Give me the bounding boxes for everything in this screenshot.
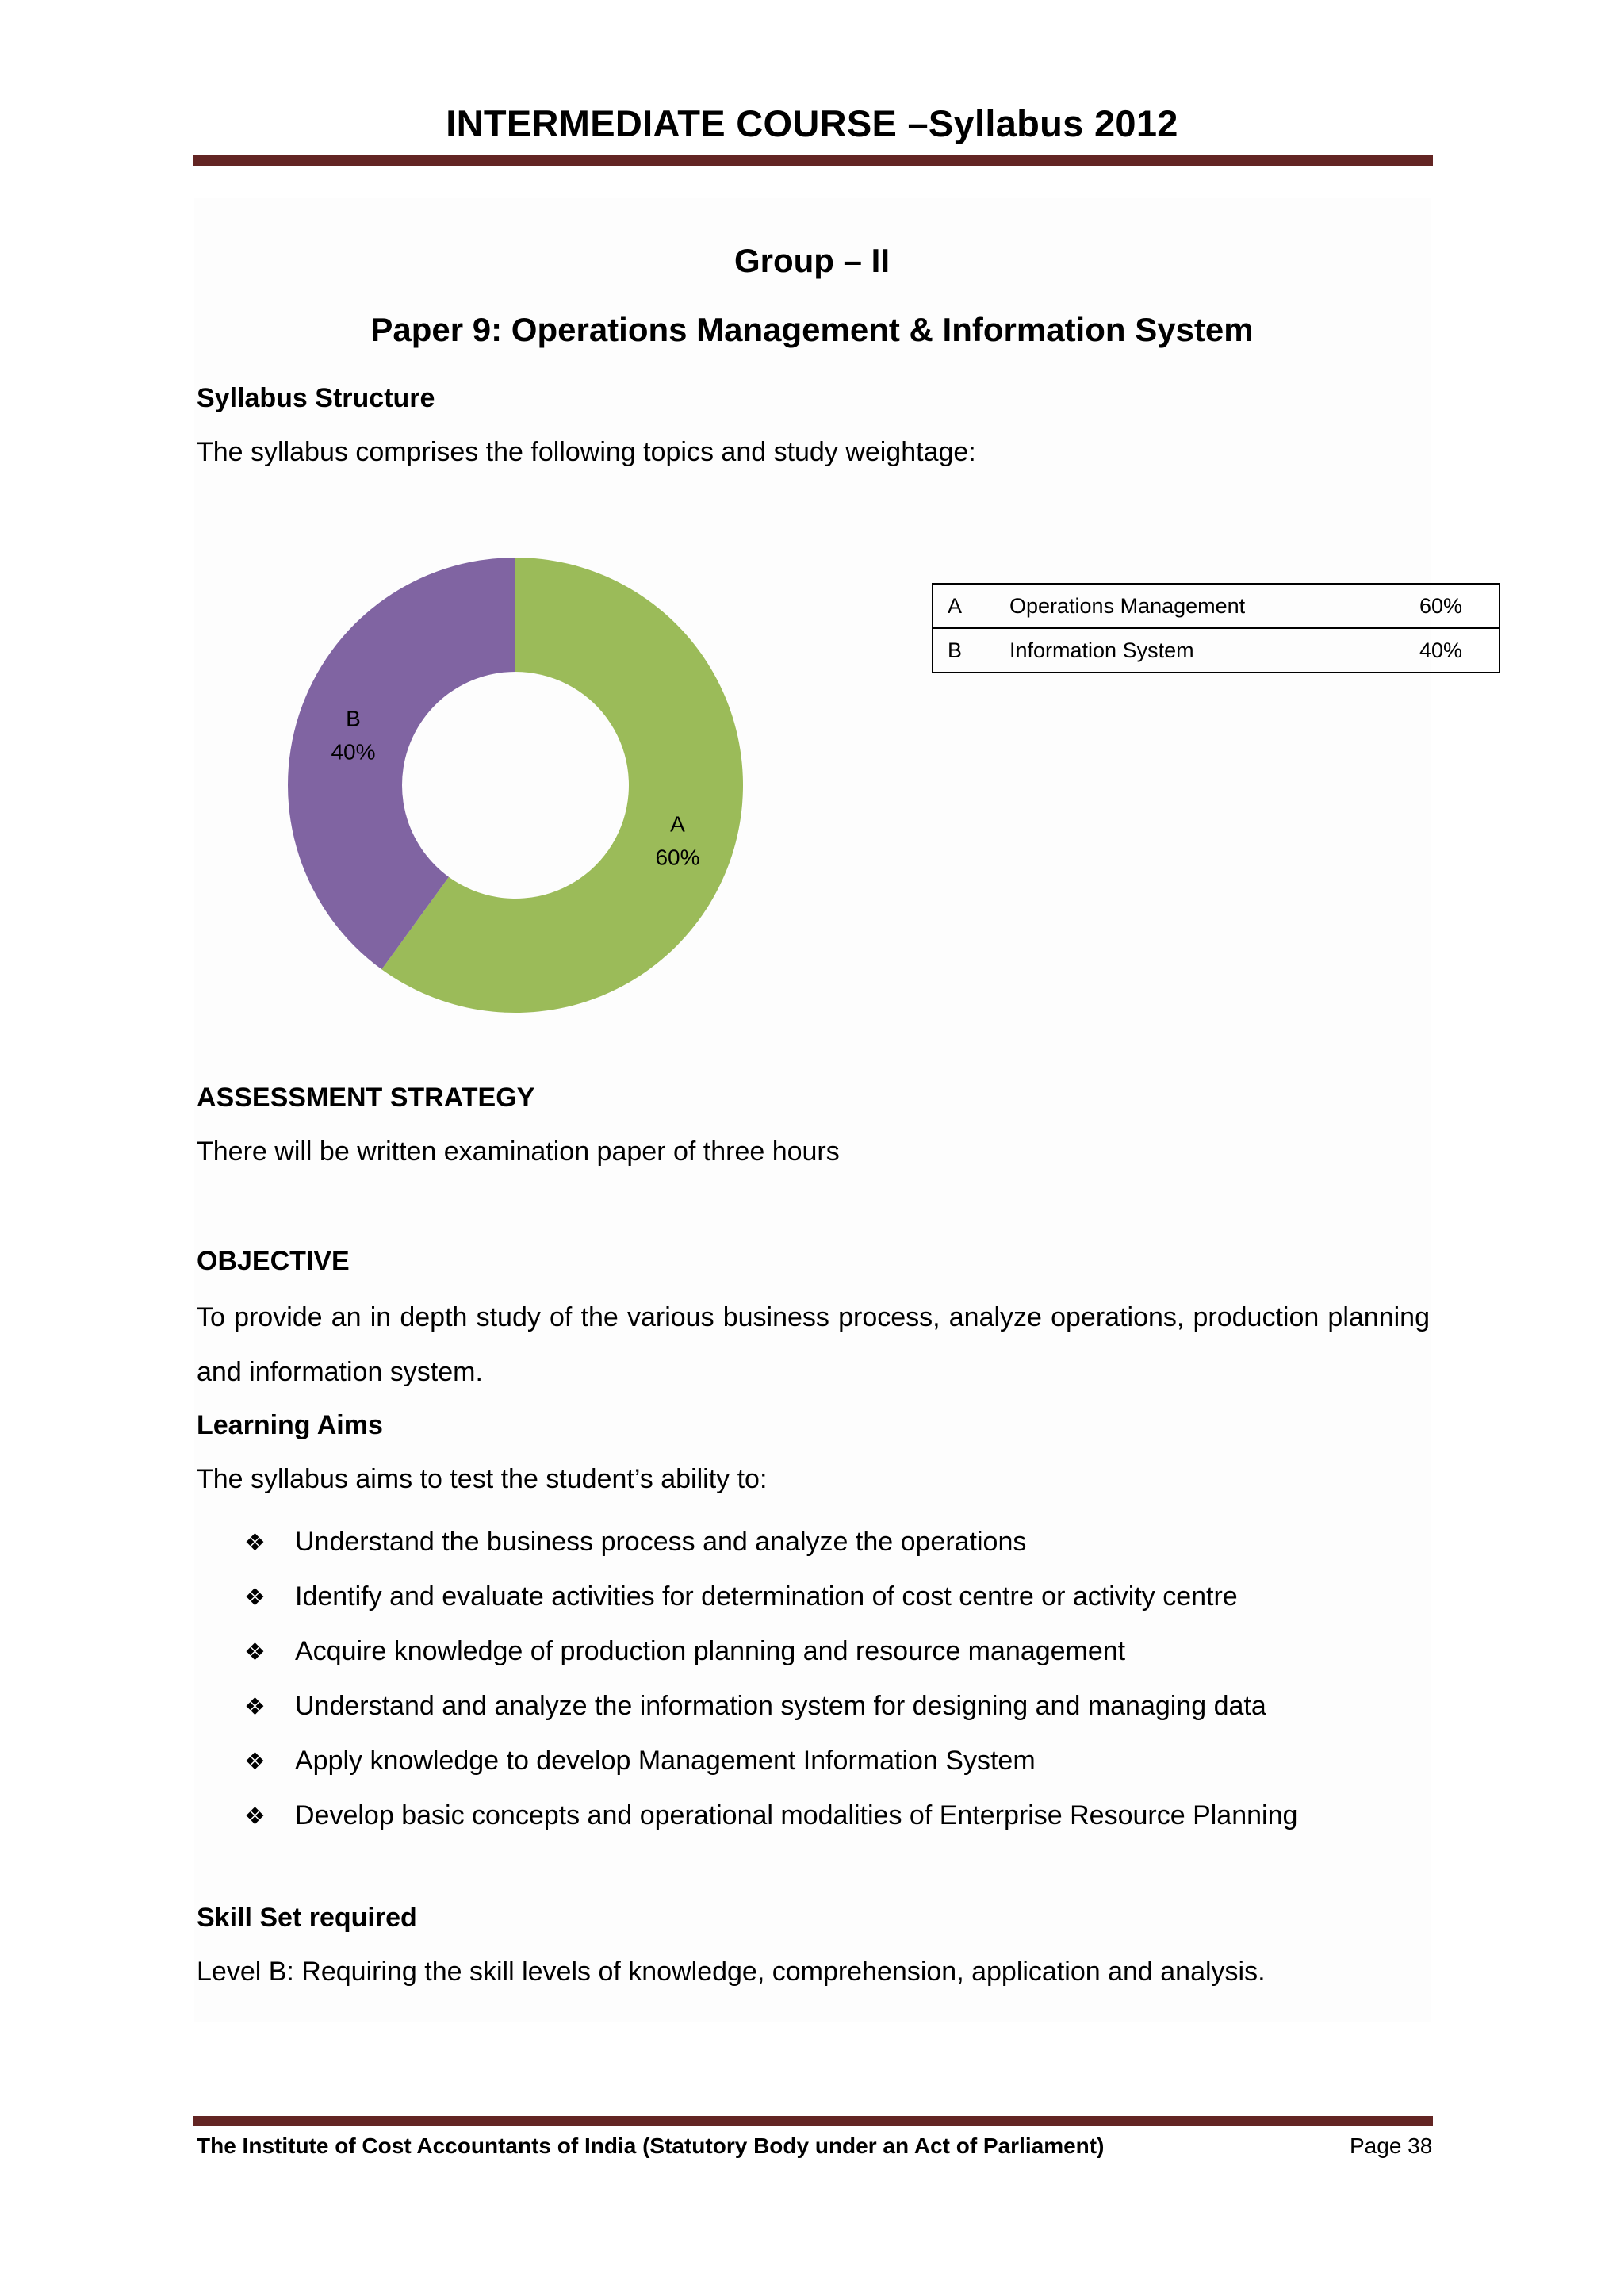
assessment-heading: ASSESSMENT STRATEGY	[197, 1083, 535, 1113]
weightage-code: B	[933, 628, 995, 673]
weightage-topic: Information System	[995, 628, 1405, 673]
group-title: Group – II	[733, 242, 890, 279]
donut-label-category: B	[346, 706, 361, 731]
learning-aim-item	[244, 1734, 1297, 1788]
learning-aim-item	[244, 1679, 1297, 1734]
learning-aims-intro: The syllabus aims to test the student’s ability to:	[197, 1464, 768, 1494]
learning-aim-text: Identify and evaluate activities for determination of cost centre or activity centre	[295, 1581, 1238, 1612]
weightage-code: A	[933, 584, 995, 628]
bullet-diamond-icon: ❖	[244, 1693, 266, 1721]
footer-institute: The Institute of Cost Accountants of India (Statutory Body under an Act of Parliament)	[197, 2133, 1105, 2158]
weightage-table	[932, 583, 1500, 673]
learning-aim-text: Understand the business process and analyze the operations	[295, 1527, 1027, 1557]
learning-aim-item	[244, 1515, 1297, 1570]
footer-page-number: Page 38	[1350, 2133, 1433, 2158]
learning-aims-list	[244, 1515, 1297, 1843]
donut-label-value: 40%	[331, 739, 376, 765]
learning-aim-text: Apply knowledge to develop Management Information System	[295, 1746, 1036, 1776]
syllabus-structure-heading: Syllabus Structure	[197, 383, 435, 413]
learning-aim-item	[244, 1624, 1297, 1679]
weightage-weight: 60%	[1405, 584, 1500, 628]
learning-aims-heading: Learning Aims	[197, 1410, 383, 1440]
learning-aim-text: Develop basic concepts and operational modalities of Enterprise Resource Planning	[295, 1800, 1298, 1830]
bullet-diamond-icon: ❖	[244, 1639, 266, 1666]
header-title: INTERMEDIATE COURSE –Syllabus 2012	[446, 102, 1178, 144]
bullet-diamond-icon: ❖	[244, 1803, 266, 1830]
learning-aim-text: Acquire knowledge of production planning and resource management	[295, 1636, 1126, 1666]
weightage-topic: Operations Management	[995, 584, 1405, 628]
weightage-row	[933, 584, 1500, 628]
objective-heading: OBJECTIVE	[197, 1246, 350, 1276]
weightage-row	[933, 628, 1500, 673]
paper-title: Paper 9: Operations Management & Information System	[370, 311, 1254, 348]
weightage-donut-chart	[270, 539, 761, 1031]
learning-aim-item	[244, 1788, 1297, 1843]
donut-label-value: 60%	[655, 845, 700, 870]
assessment-text: There will be written examination paper of three hours	[197, 1137, 840, 1167]
bullet-diamond-icon: ❖	[244, 1584, 266, 1612]
objective-text: To provide an in depth study of the various business process, analyze operations, production planning and information system.	[197, 1302, 1430, 1387]
skill-set-heading: Skill Set required	[197, 1903, 417, 1933]
learning-aim-text: Understand and analyze the information system for designing and managing data	[295, 1691, 1266, 1721]
learning-aim-item	[244, 1570, 1297, 1624]
syllabus-structure-intro: The syllabus comprises the following topics and study weightage:	[197, 437, 976, 467]
header-rule	[193, 153, 1433, 166]
skill-set-text: Level B: Requiring the skill levels of knowledge, comprehension, application and analysis.	[197, 1957, 1266, 1987]
donut-label-category: A	[670, 811, 685, 837]
footer-rule	[193, 2116, 1433, 2129]
weightage-weight: 40%	[1405, 628, 1500, 673]
bullet-diamond-icon: ❖	[244, 1529, 266, 1557]
bullet-diamond-icon: ❖	[244, 1748, 266, 1776]
